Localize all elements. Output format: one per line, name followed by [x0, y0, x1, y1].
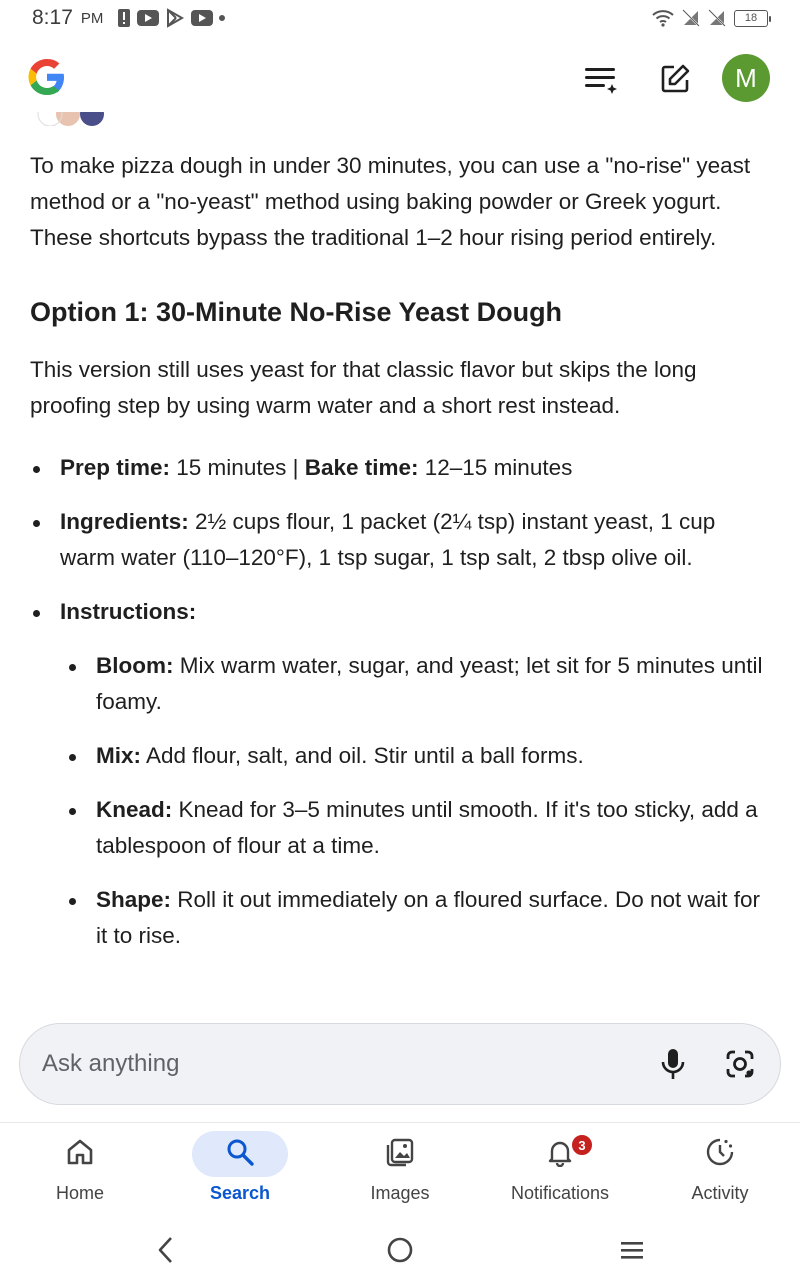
step-mix: [60, 738, 770, 774]
prep-time-value: 15 minutes |: [170, 455, 305, 480]
nav-activity-pill: [672, 1131, 768, 1177]
google-lens-icon[interactable]: [720, 1044, 760, 1084]
step-knead: [60, 792, 770, 864]
battery-icon: [734, 10, 768, 27]
nav-home-label: Home: [55, 1183, 104, 1203]
section-description: This version still uses yeast for that classic flavor but skips the long proofing step by using warm water and a short rest instead.: [30, 357, 697, 418]
nav-activity-label: Activity: [691, 1183, 749, 1203]
step-bloom: [60, 648, 770, 720]
back-icon[interactable]: [144, 1228, 188, 1272]
scrolled-source-chips: [30, 112, 770, 126]
section-heading: Option 1: 30-Minute No-Rise Yeast Dough: [30, 297, 563, 327]
step-text: Roll it out immediately on a floured surface. Do not wait for it to rise.: [96, 887, 761, 948]
battery-level: 18: [744, 12, 758, 24]
notifications-badge: 3: [570, 1133, 594, 1157]
youtube-notification-icon: [137, 10, 159, 26]
status-left: [32, 6, 225, 30]
bake-time-value: 12–15 minutes: [418, 455, 573, 480]
nav-search-label: Search: [209, 1183, 271, 1203]
status-time: 8:17: [32, 6, 73, 29]
step-label: Shape:: [96, 887, 172, 912]
ask-input[interactable]: [42, 1050, 602, 1078]
recents-menu-icon[interactable]: [610, 1228, 654, 1272]
status-bar: [0, 0, 800, 36]
avatar-initial: M: [735, 62, 757, 93]
no-sim-icon-2: [708, 9, 726, 27]
wifi-icon: [652, 9, 674, 27]
home-icon: [65, 1137, 95, 1172]
ingredients-value: 2½ cups flour, 1 packet (2¼ tsp) instant yeast, 1 cup warm water (110–120°F), 1 tsp sugar, 1 tsp salt, 2 tbsp olive oil.: [60, 509, 716, 570]
nav-images-pill: [352, 1131, 448, 1177]
play-store-notification-icon: [165, 8, 185, 28]
activity-icon: [704, 1136, 736, 1173]
step-text: Mix warm water, sugar, and yeast; let sit for 5 minutes until foamy.: [96, 653, 763, 714]
nav-home-pill: [32, 1131, 128, 1177]
step-label: Mix:: [96, 743, 141, 768]
avatar[interactable]: [722, 54, 770, 102]
instructions-label: Instructions:: [60, 599, 197, 624]
nav-images-label: Images: [370, 1183, 430, 1203]
no-sim-icon: [682, 9, 700, 27]
step-label: Knead:: [96, 797, 173, 822]
recipe-details-list: [30, 450, 770, 954]
nav-home[interactable]: [0, 1131, 160, 1217]
nav-notifications-pill: [512, 1131, 608, 1177]
nav-activity[interactable]: [640, 1131, 800, 1217]
app-bar: [0, 44, 800, 116]
nav-notifications-label: Notifications: [510, 1183, 610, 1203]
history-list-icon[interactable]: [581, 59, 621, 99]
step-label: Bloom:: [96, 653, 174, 678]
prep-time-label: Prep time:: [60, 455, 171, 480]
list-item-ingredients: [30, 504, 770, 576]
status-right: [652, 9, 768, 27]
step-shape: [60, 882, 770, 954]
nav-images[interactable]: [320, 1131, 480, 1217]
system-navigation: [0, 1218, 800, 1280]
new-chat-edit-icon[interactable]: [655, 59, 695, 99]
bottom-navigation: [0, 1122, 800, 1218]
ingredients-label: Ingredients:: [60, 509, 189, 534]
home-circle-icon[interactable]: [378, 1228, 422, 1272]
intro-paragraph: To make pizza dough in under 30 minutes, you can use a "no-rise" yeast method or a "no-yeast" method using baking powder or Greek yogurt. These shortcuts bypass the traditional 1–2 hour rising period entirely.: [30, 153, 751, 250]
youtube-notification-icon-2: [191, 10, 213, 26]
nav-notifications[interactable]: [480, 1131, 640, 1217]
images-icon: [384, 1136, 416, 1173]
list-item-time: [30, 450, 770, 486]
nav-search[interactable]: [160, 1131, 320, 1217]
more-notifications-dot-icon: [219, 15, 225, 21]
step-text: Knead for 3–5 minutes until smooth. If it's too sticky, add a tablespoon of flour at a time.: [96, 797, 758, 858]
search-icon: [225, 1137, 255, 1172]
instructions-list: [60, 648, 770, 954]
google-logo-icon[interactable]: [24, 54, 70, 100]
step-text: Add flour, salt, and oil. Stir until a ball forms.: [141, 743, 584, 768]
bake-time-label: Bake time:: [304, 455, 419, 480]
alert-notification-icon: [117, 8, 131, 28]
microphone-icon[interactable]: [653, 1044, 693, 1084]
ask-bar: [19, 1023, 781, 1105]
status-ampm: PM: [80, 9, 104, 27]
answer-content: [30, 148, 770, 972]
nav-search-pill: [192, 1131, 288, 1177]
list-item-instructions: [30, 594, 770, 954]
